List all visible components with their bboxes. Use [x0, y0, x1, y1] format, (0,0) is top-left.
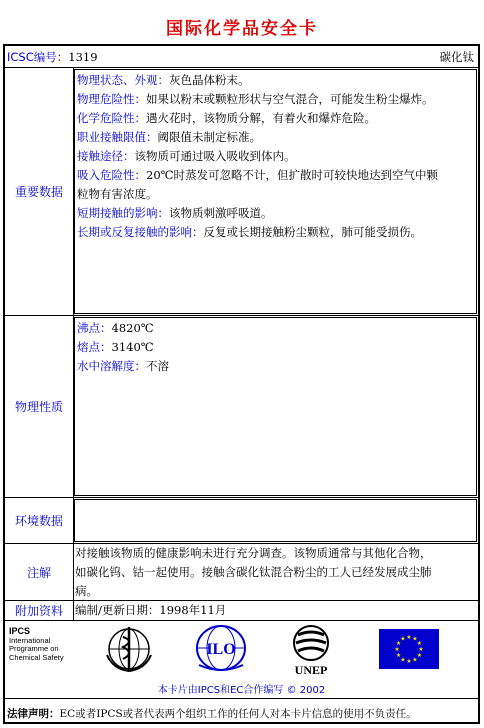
environment-content [74, 499, 477, 542]
notes-line: 对接触该物质的健康影响未进行充分调查。该物质通常与其他化合物， [75, 546, 432, 560]
important-value: 灰色晶体粉末。 [169, 73, 250, 87]
logo-strip [5, 621, 478, 699]
card-title: 国际化学品安全卡 [166, 19, 318, 39]
important-line [77, 166, 474, 185]
physical-value: 3140℃ [111, 340, 154, 354]
svg-text:★: ★ [406, 658, 412, 665]
chemical-name: 碳化钛 [439, 50, 474, 64]
important-line [77, 204, 474, 223]
legal-notice: 法律声明：EC或者IPCS或者代表两个组织工作的任何人对本卡片信息的使用不负责任。 [7, 708, 417, 720]
important-label: 长期或反复接触的影响： [77, 225, 204, 239]
important-value: 该物质刺激呼吸道。 [169, 206, 273, 220]
physical-label: 沸点： [77, 321, 112, 335]
svg-text:ILO: ILO [206, 641, 236, 658]
physical-value: 4820℃ [111, 321, 154, 335]
physical-line [77, 319, 474, 338]
eu-flag-icon [379, 629, 439, 669]
important-line [77, 109, 474, 128]
header-row [5, 46, 478, 68]
physical-properties-label: 物理性质 [5, 316, 74, 497]
environment-row [5, 498, 478, 544]
svg-text:★: ★ [416, 640, 423, 647]
who-emblem-icon [105, 625, 153, 673]
environment-label: 环境数据 [5, 498, 74, 543]
svg-text:★: ★ [394, 646, 400, 653]
icsc-number: ICSC编号：1319 [7, 50, 98, 64]
ipcs-logo: IPCS International Programme on Chemical Safety [9, 626, 64, 662]
important-label: 化学危险性： [77, 111, 146, 125]
important-line [77, 223, 474, 242]
important-label: 接触途径： [77, 149, 135, 163]
important-data-content [74, 69, 477, 314]
physical-properties-content [74, 317, 477, 496]
credit-line: 本卡片由IPCS和EC合作编写 © 2002 [157, 685, 326, 696]
svg-text:★: ★ [406, 634, 412, 641]
important-label: 短期接触的影响： [77, 206, 169, 220]
physical-line [77, 338, 474, 357]
important-label: 物理危险性： [77, 92, 146, 106]
svg-text:★: ★ [400, 656, 406, 664]
svg-text:★: ★ [412, 656, 418, 664]
important-data-row [5, 68, 478, 316]
physical-label: 水中溶解度： [77, 359, 146, 373]
important-value: 遇火花时，该物质分解，有着火和爆炸危险。 [146, 111, 376, 125]
important-value: 20℃时蒸发可忽略不计，但扩散时可较快地达到空气中颗 [146, 168, 438, 182]
notes-line: 如碳化钨、钴一起使用。接触含碳化钛混合粉尘的工人已经发展成尘肺 [75, 565, 432, 579]
important-value: 阈限值未制定标准。 [157, 130, 261, 144]
physical-line [77, 357, 474, 376]
additional-label: 附加资料 [5, 601, 74, 620]
svg-text:★: ★ [395, 640, 402, 647]
important-line [77, 90, 474, 109]
important-value: 如果以粉末或颗粒形状与空气混合，可能发生粉尘爆炸。 [146, 92, 434, 106]
svg-text:★: ★ [416, 652, 423, 659]
notes-label: 注解 [5, 544, 74, 600]
physical-label: 熔点： [77, 340, 112, 354]
svg-text:★: ★ [412, 635, 418, 643]
svg-text:★: ★ [400, 635, 406, 643]
notes-line: 病。 [75, 584, 98, 598]
important-line [77, 71, 474, 90]
important-line [77, 128, 474, 147]
physical-value: 不溶 [146, 359, 169, 373]
safety-card [3, 44, 480, 724]
important-label: 物理状态、外观： [77, 73, 169, 87]
svg-text:★: ★ [418, 646, 424, 653]
ilo-emblem-icon [193, 623, 249, 673]
svg-text:UNEP: UNEP [294, 663, 328, 677]
unep-emblem-icon [285, 623, 337, 677]
update-date: 编制/更新日期：1998年11月 [75, 603, 227, 617]
physical-properties-row [5, 316, 478, 498]
important-data-label: 重要数据 [5, 68, 74, 315]
important-label: 吸入危险性： [77, 168, 146, 182]
important-value: 反复或长期接触粉尘颗粒，肺可能受损伤。 [203, 225, 422, 239]
important-label: 职业接触限值： [77, 130, 158, 144]
svg-text:★: ★ [395, 652, 402, 659]
notes-row [5, 544, 478, 601]
additional-row [5, 601, 478, 621]
important-continuation: 粒物有害浓度。 [77, 187, 158, 201]
important-value: 该物质可通过吸入吸收到体内。 [134, 149, 296, 163]
important-line [77, 147, 474, 166]
